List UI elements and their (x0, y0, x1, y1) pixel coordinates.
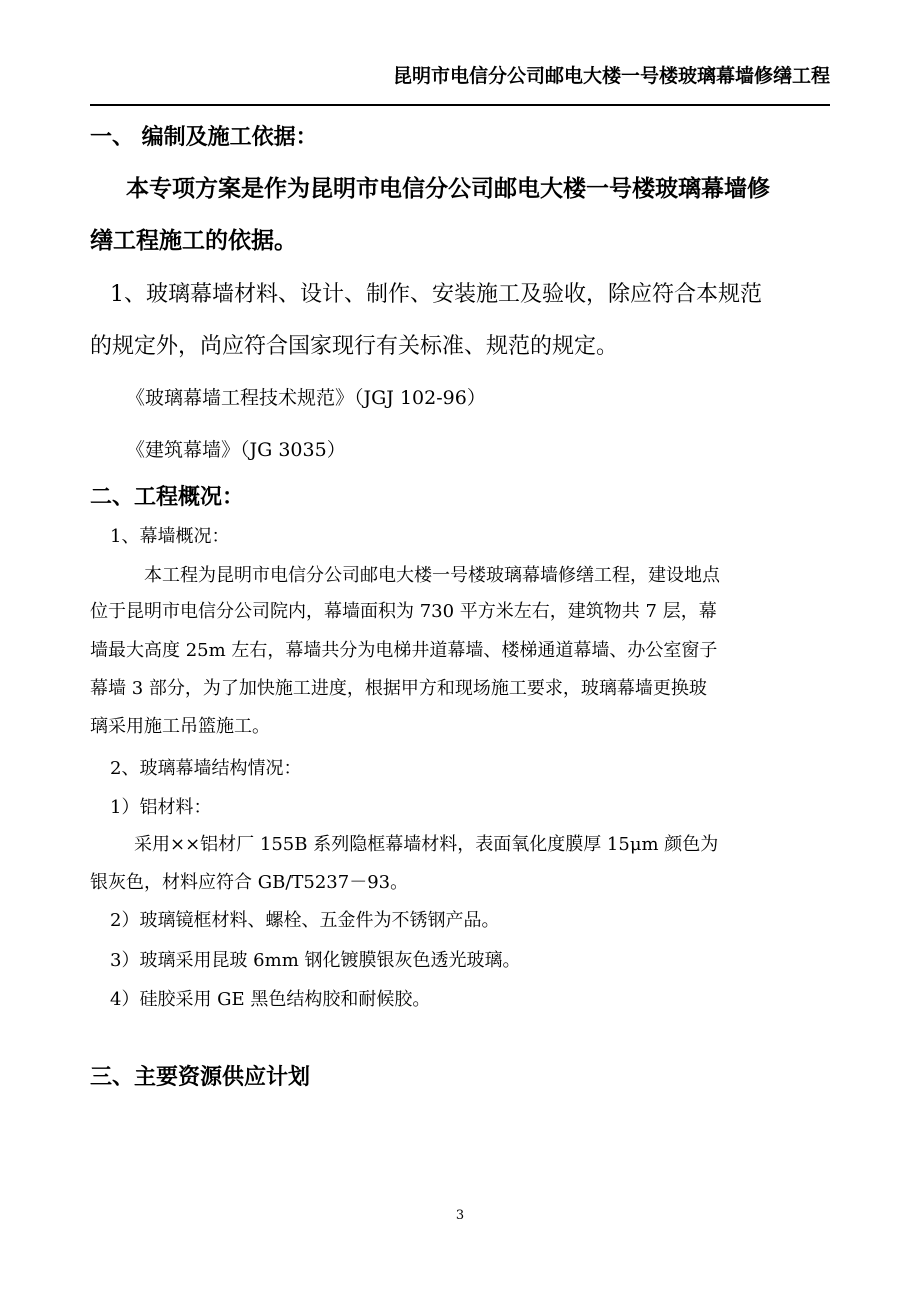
overview-line: 本工程为昆明市电信分公司邮电大楼一号楼玻璃幕墙修缮工程，建设地点 (144, 565, 720, 586)
standard-jg: 《建筑幕墙》（JG 3035） (126, 439, 346, 461)
aluminium-line2: 银灰色，材料应符合 GB/T5237－93。 (90, 872, 409, 893)
section1-item1-line2: 的规定外，尚应符合国家现行有关标准、规范的规定。 (90, 334, 619, 359)
overview-line: 位于昆明市电信分公司院内，幕墙面积为 730 平方米左右，建筑物共 7 层，幕 (90, 601, 717, 622)
section1-intro-line2: 缮工程施工的依据。 (90, 227, 297, 254)
standard-jgj: 《玻璃幕墙工程技术规范》（JGJ 102-96） (126, 387, 486, 409)
frame-materials: 2）玻璃镜框材料、螺栓、五金件为不锈钢产品。 (110, 910, 500, 931)
overview-line: 幕墙 3 部分，为了加快施工进度，根据甲方和现场施工要求，玻璃幕墙更换玻 (90, 678, 707, 699)
page-header-title: 昆明市电信分公司邮电大楼一号楼玻璃幕墙修缮工程 (392, 65, 830, 87)
aluminium-line1: 采用××铝材厂 155B 系列隐框幕墙材料，表面氧化度膜厚 15μm 颜色为 (134, 834, 719, 855)
aluminium-title: 1）铝材料： (110, 797, 212, 818)
silicone-spec: 4）硅胶采用 GE 黑色结构胶和耐候胶。 (110, 989, 431, 1010)
section2-sub1-title: 1、幕墙概况： (110, 526, 230, 547)
page-number: 3 (455, 1208, 465, 1223)
section1-heading: 一、 编制及施工依据： (90, 124, 318, 150)
section1-item1-line1: 1、玻璃幕墙材料、设计、制作、安装施工及验收，除应符合本规范 (110, 282, 762, 307)
section3-heading: 三、主要资源供应计划 (90, 1064, 311, 1090)
overview-line: 璃采用施工吊篮施工。 (90, 716, 270, 737)
overview-line: 墙最大高度 25m 左右，幕墙共分为电梯井道幕墙、楼梯通道幕墙、办公室窗子 (90, 640, 718, 661)
section1-intro-line1: 本专项方案是作为昆明市电信分公司邮电大楼一号楼玻璃幕墙修 (126, 175, 770, 202)
section2-sub2-title: 2、玻璃幕墙结构情况： (110, 758, 302, 779)
header-divider (90, 104, 830, 106)
section2-heading: 二、工程概况： (90, 484, 245, 510)
glass-spec: 3）玻璃采用昆玻 6mm 钢化镀膜银灰色透光玻璃。 (110, 950, 521, 971)
